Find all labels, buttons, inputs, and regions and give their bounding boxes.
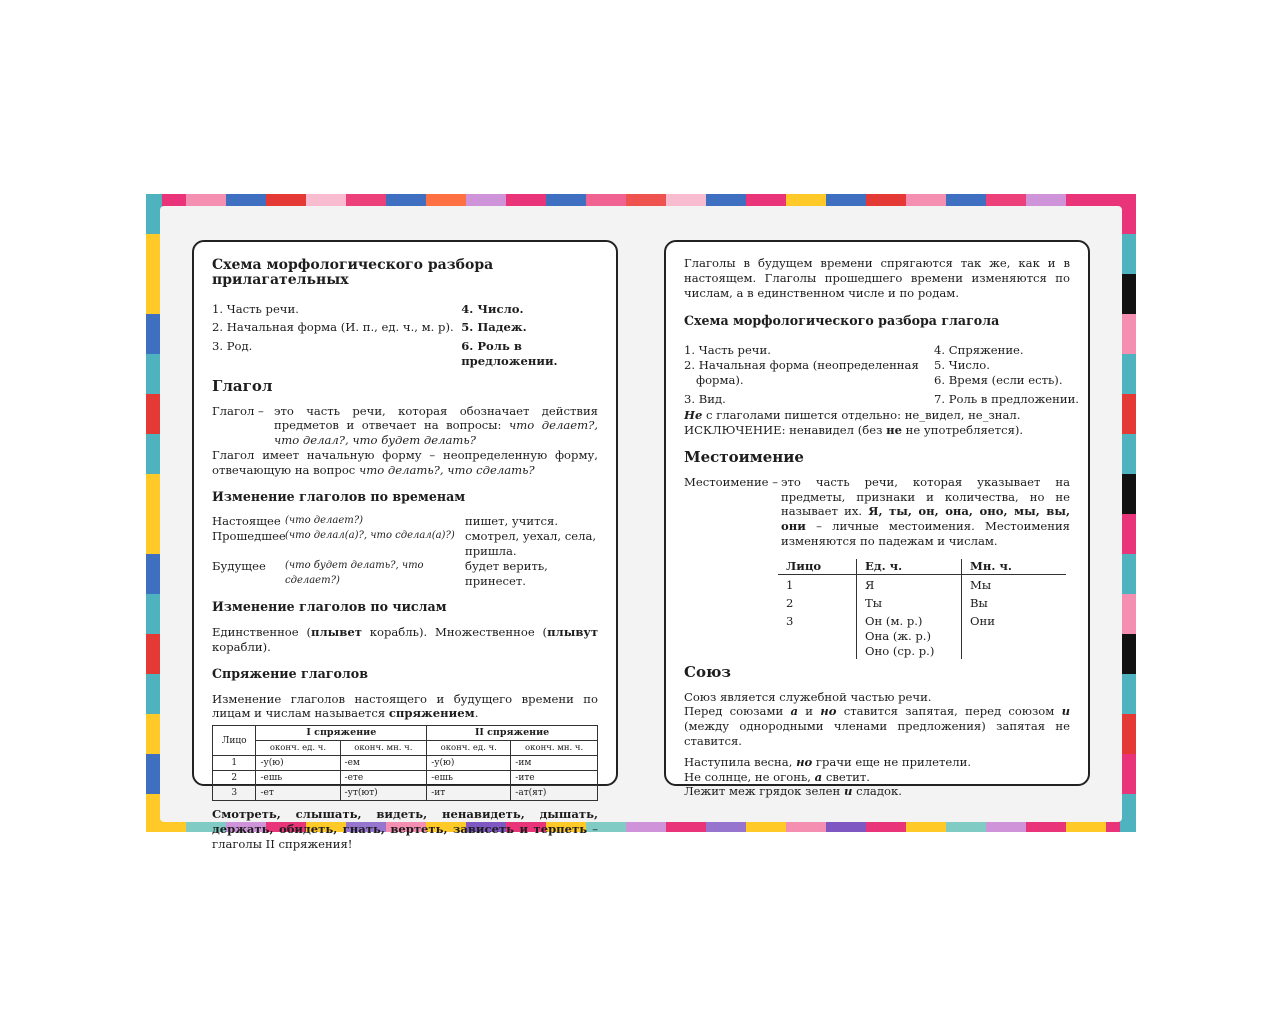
verb-scheme-item: 4. Спряжение. bbox=[934, 343, 1024, 358]
conj-heading: Спряжение глаголов bbox=[212, 665, 368, 681]
ne-exception: ИСКЛЮЧЕНИЕ: ненавидел (без не не употребляется). bbox=[684, 423, 1024, 438]
table-row: 3 -ет -ут(ют) -ит -ат(ят) bbox=[213, 786, 598, 801]
table-header-group1: I спряжение bbox=[256, 726, 427, 741]
exceptions-note: Смотреть, слышать, видеть, ненавидеть, дышать, держать, обидеть, гнать, вертеть, зависеть и терпеть – глаголы II спряжения! bbox=[212, 807, 599, 851]
adj-item: 1. Часть речи. bbox=[212, 301, 299, 316]
table-row: 1 -у(ю) -ем -у(ю) -им bbox=[213, 756, 598, 771]
verb-scheme-item: 6. Время (если есть). bbox=[934, 372, 1063, 387]
pronoun-heading: Местоимение bbox=[684, 447, 804, 466]
conjunction-line1: Союз является служебной частью речи. bbox=[684, 689, 932, 704]
example-line: Лежит меж грядок зелен и сладок. bbox=[684, 784, 902, 799]
tense-question: (что будет делать?, что сделает?) bbox=[285, 559, 424, 586]
verb-scheme-item: 5. Число. bbox=[934, 357, 990, 372]
table-row: 3 Он (м. р.) Она (ж. р.) Оно (ср. р.) Они bbox=[778, 611, 1066, 659]
tense-question: (что делал(а)?, что сделал(а)?) bbox=[285, 530, 455, 542]
pron-def-term: Местоимение – bbox=[684, 474, 779, 489]
future-tense-intro: Глаголы в будущем времени спрягаются так же, как и в настоящем. Глаголы прошедшего времени изменяются по числам, а в единственном числе и по родам. bbox=[684, 256, 1070, 300]
table-subheader: оконч. мн. ч. bbox=[340, 741, 427, 756]
left-panel bbox=[192, 240, 618, 851]
verb-scheme-heading: Схема морфологического разбора глагола bbox=[684, 313, 1000, 329]
adj-item: 6. Роль в предложении. bbox=[461, 339, 558, 368]
verb-infinitive bbox=[212, 448, 598, 478]
verb-definition bbox=[212, 404, 598, 448]
verb-scheme-item: 3. Вид. bbox=[684, 391, 726, 406]
table-row: 2 Ты Вы bbox=[778, 593, 1066, 611]
tense-question: (что делает?) bbox=[285, 515, 364, 527]
example-line: Наступила весна, но грачи еще не прилетели. bbox=[684, 754, 972, 769]
adj-scheme-list bbox=[212, 302, 598, 369]
table-row: 2 -ешь -ете -ешь -ите bbox=[213, 771, 598, 786]
verb-scheme-item: 2. Начальная форма (неопределенная форма). bbox=[684, 357, 919, 387]
verb-heading: Глагол bbox=[212, 376, 273, 395]
pronoun-table bbox=[778, 559, 1066, 659]
tense-name: Настоящее bbox=[212, 514, 281, 529]
pronoun-definition: Местоимение – это часть речи, которая указывает на предметы, признаки и количества, но не называет их. Я, ты, он, она, оно, мы, вы, они – личные местоимения. Местоимения изменяются по падежам и числам. bbox=[684, 474, 1070, 548]
tenses-heading: Изменение глаголов по временам bbox=[212, 488, 466, 504]
numbers-text: Единственное (плывет корабль). Множественное (плывут корабли). bbox=[212, 625, 599, 654]
table-subheader: оконч. ед. ч. bbox=[427, 741, 511, 756]
tenses-grid bbox=[212, 514, 598, 588]
pron-header-singular: Ед. ч. bbox=[857, 559, 962, 575]
adj-item: 2. Начальная форма (И. п., ед. ч., м. р). bbox=[212, 320, 454, 335]
verb-def-term: Глагол – bbox=[212, 403, 264, 418]
numbers-heading: Изменение глаголов по числам bbox=[212, 599, 447, 615]
verb-scheme-item: 7. Роль в предложении. bbox=[934, 391, 1079, 406]
adj-item: 5. Падеж. bbox=[461, 320, 527, 335]
pron-header-person: Лицо bbox=[778, 559, 857, 575]
conjugation-table bbox=[212, 725, 598, 801]
ne-rule: Не с глаголами пишется отдельно: не_видел, не_знал. bbox=[684, 408, 1021, 423]
table-subheader: оконч. ед. ч. bbox=[256, 741, 340, 756]
conjunction-examples bbox=[684, 755, 1070, 799]
table-header-group2: II спряжение bbox=[427, 726, 598, 741]
verb-inf-text: Глагол имеет начальную форму – неопределенную форму, отвечающую на вопрос bbox=[212, 447, 598, 477]
cover-pattern-right bbox=[1120, 194, 1136, 832]
conjunction-line2: Перед союзами а и но ставится запятая, перед союзом и (между однородными членами предложения) запятая не ставится. bbox=[684, 704, 1070, 748]
table-row: 1 Я Мы bbox=[778, 574, 1066, 593]
verb-def-questions: что делает?, что делал?, что будет делать? bbox=[274, 418, 598, 448]
adj-item: 3. Род. bbox=[212, 339, 253, 354]
tense-name: Прошедшее bbox=[212, 529, 286, 544]
conjunction-heading: Союз bbox=[684, 662, 731, 681]
table-header-person: Лицо bbox=[213, 726, 256, 756]
conj-text: Изменение глаголов настоящего и будущего времени по лицам и числам называется спряжением. bbox=[212, 691, 598, 721]
tense-example: пишет, учится. bbox=[465, 514, 558, 529]
verb-scheme-item: 1. Часть речи. bbox=[684, 343, 771, 358]
tense-example: будет верить, принесет. bbox=[465, 558, 548, 588]
tense-name: Будущее bbox=[212, 558, 266, 573]
verb-inf-questions: что делать?, что сделать? bbox=[358, 462, 535, 477]
verb-scheme-list bbox=[684, 343, 1079, 406]
pron-header-plural: Мн. ч. bbox=[962, 559, 1067, 575]
right-panel bbox=[664, 240, 1090, 799]
table-subheader: оконч. мн. ч. bbox=[511, 741, 598, 756]
adj-item: 4. Число. bbox=[461, 301, 524, 316]
adj-scheme-title: Схема морфологического разбора прилагательных bbox=[212, 257, 494, 288]
verb-def-text: это часть речи, которая обозначает действия предметов и отвечает на вопросы: bbox=[274, 403, 598, 433]
example-line: Не солнце, не огонь, а светит. bbox=[684, 769, 870, 784]
tense-example: смотрел, уехал, села, пришла. bbox=[465, 529, 597, 558]
